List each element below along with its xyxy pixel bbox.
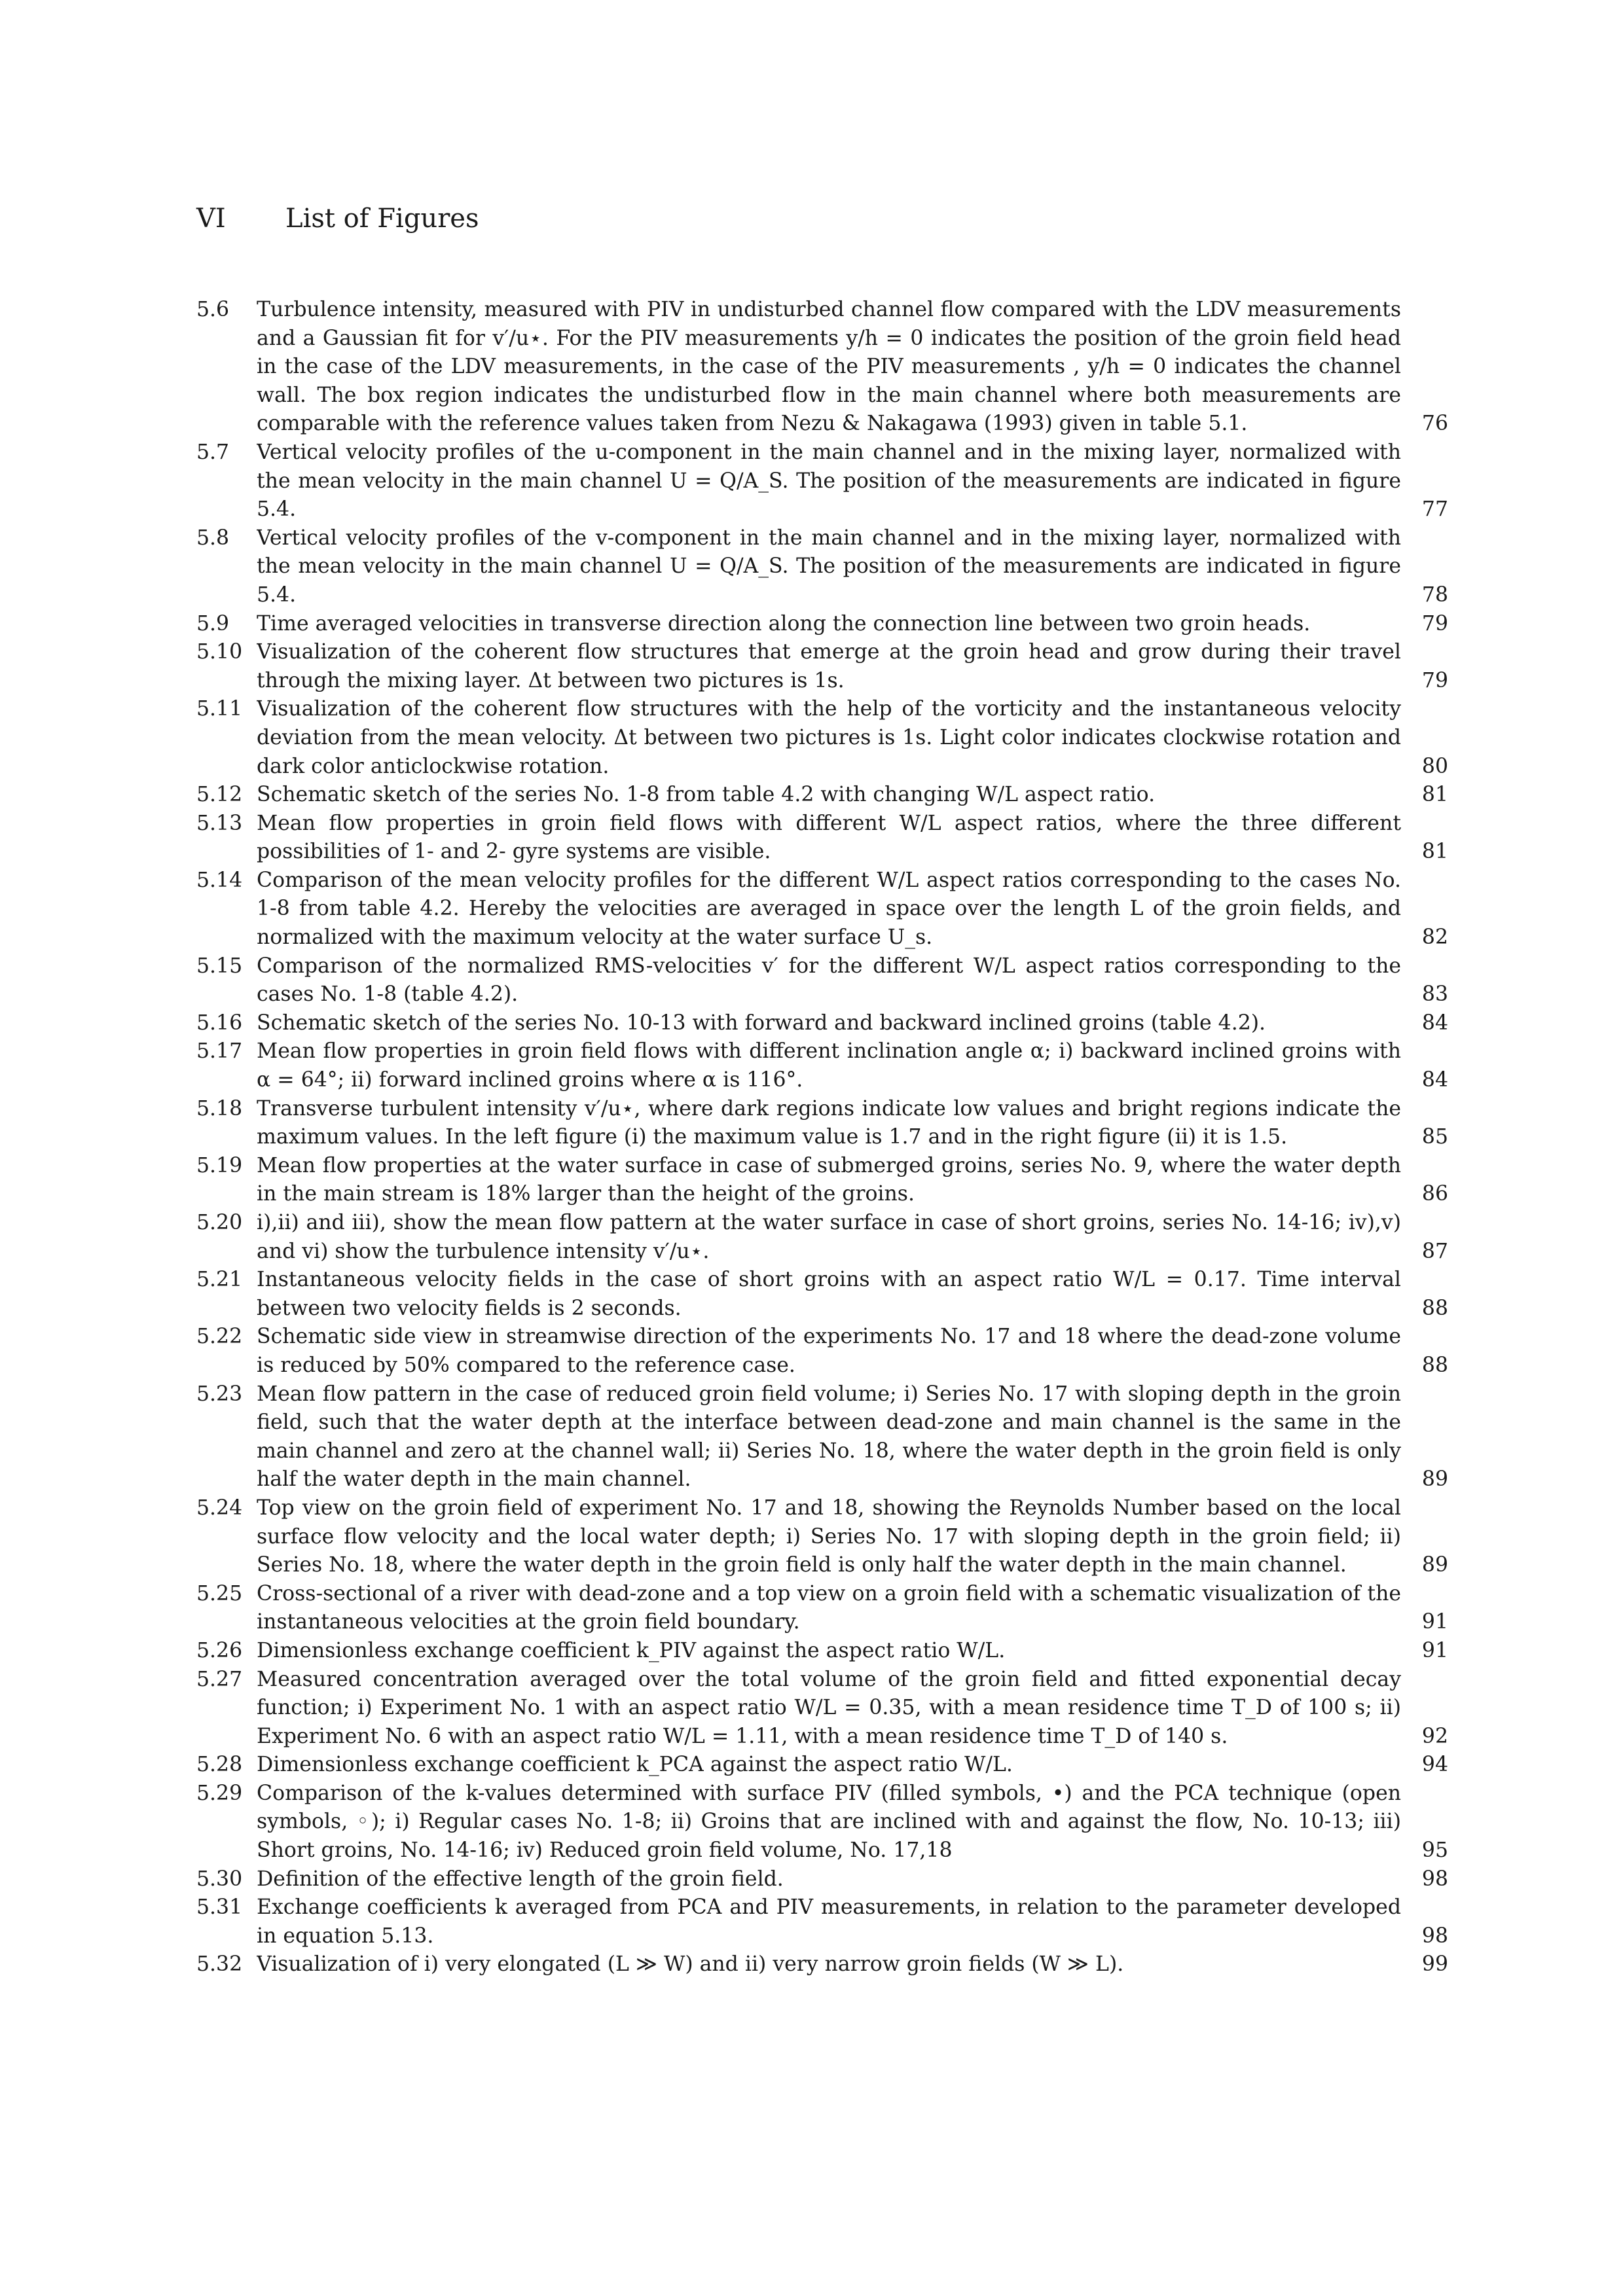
figure-number: 5.23 xyxy=(196,1382,243,1406)
page-reference: 82 xyxy=(1421,925,1448,950)
figure-number: 5.30 xyxy=(196,1867,243,1891)
figure-caption: Mean flow properties at the water surface in case of submerged groins, series No. 9, where the water depth in the main stream is 18% larger than the height of the groins. xyxy=(257,1153,1401,1206)
page-reference: 87 xyxy=(1421,1239,1448,1263)
figure-entry[interactable] xyxy=(196,1950,1448,1979)
page-reference: 88 xyxy=(1421,1353,1448,1377)
figure-caption: Visualization of the coherent flow structures with the help of the vorticity and the instantaneous velocity deviation from the mean velocity. Δt between two pictures is 1s. Light color indicates clockwise rotation and dark color anticlockwise rotation. xyxy=(257,697,1401,778)
figure-entry[interactable] xyxy=(196,1751,1448,1780)
figure-number: 5.16 xyxy=(196,1011,243,1035)
figure-entry[interactable] xyxy=(196,1037,1448,1094)
figure-entry[interactable] xyxy=(196,296,1448,439)
figure-number: 5.32 xyxy=(196,1952,243,1977)
figure-caption: Mean flow properties in groin field flows with different W/L aspect ratios, where the three different possibilities of 1- and 2- gyre systems are visible. xyxy=(257,811,1401,864)
figure-number: 5.27 xyxy=(196,1667,243,1691)
figure-entry[interactable] xyxy=(196,1009,1448,1038)
page-reference: 98 xyxy=(1421,1867,1448,1891)
figure-entry[interactable] xyxy=(196,1780,1448,1865)
page-reference: 77 xyxy=(1421,497,1448,522)
figure-entry[interactable] xyxy=(196,781,1448,810)
running-title: List of Figures xyxy=(285,204,479,234)
page-reference: 88 xyxy=(1421,1296,1448,1320)
page-reference: 92 xyxy=(1421,1724,1448,1748)
figure-number: 5.31 xyxy=(196,1895,243,1920)
figure-number: 5.21 xyxy=(196,1268,243,1292)
figure-number: 5.20 xyxy=(196,1211,243,1234)
figure-number: 5.6 xyxy=(196,298,230,321)
figure-number: 5.28 xyxy=(196,1753,243,1777)
figure-caption: Top view on the groin field of experiment No. 17 and 18, showing the Reynolds Number based on the local surface flow velocity and the local water depth; i) Series No. 17 with sloping depth in the groin field; ii) Series No. 18, where the water depth in the groin field is only half the water depth in the main channel. xyxy=(257,1496,1401,1577)
figure-entry[interactable] xyxy=(196,638,1448,695)
figure-caption: Dimensionless exchange coefficient k_PCA against the aspect ratio W/L. xyxy=(257,1753,1013,1777)
figure-caption: Turbulence intensity, measured with PIV in undisturbed channel flow compared with the LDV measurements and a Gaussian fit for v′/u⋆. For the PIV measurements y/h = 0 indicates the position of the groin field head in the case of the LDV measurements, in the case of the PIV measurements , y/h = 0 indicates the channel wall. The box region indicates the undisturbed flow in the main channel where both measurements are comparable with the reference values taken from Nezu & Nakagawa (1993) given in table 5.1. xyxy=(257,298,1401,436)
figure-number: 5.18 xyxy=(196,1096,243,1121)
figure-caption: Definition of the effective length of the groin field. xyxy=(257,1867,784,1891)
figure-caption: Schematic sketch of the series No. 1-8 from table 4.2 with changing W/L aspect ratio. xyxy=(257,783,1156,807)
figure-entry[interactable] xyxy=(196,952,1448,1009)
page-reference: 98 xyxy=(1421,1924,1448,1948)
figure-caption: Measured concentration averaged over the total volume of the groin field and fitted exponential decay function; i) Experiment No. 1 with an aspect ratio W/L = 0.35, with a mean residence time T_D of 100 s; ii) Experiment No. 6 with an aspect ratio W/L = 1.11, with a mean residence time T_D of 140 s. xyxy=(257,1667,1401,1748)
figure-caption: Comparison of the mean velocity profiles for the different W/L aspect ratios corresponding to the cases No. 1-8 from table 4.2. Hereby the velocities are averaged in space over the length L of the groin fields, and normalized with the maximum velocity at the water surface U_s. xyxy=(257,868,1401,950)
page-reference: 95 xyxy=(1421,1839,1448,1863)
figure-caption: Instantaneous velocity fields in the case of short groins with an aspect ratio W/L = 0.17. Time interval between two velocity fields is 2 seconds. xyxy=(257,1268,1401,1320)
page-reference: 76 xyxy=(1421,412,1448,436)
figure-entry[interactable] xyxy=(196,1152,1448,1209)
figure-entry[interactable] xyxy=(196,867,1448,952)
figure-caption: Vertical velocity profiles of the u-component in the main channel and in the mixing layer, normalized with the mean velocity in the main channel U = Q/A_S. The position of the measurements are indicated in figure 5.4. xyxy=(257,440,1401,522)
figure-entry[interactable] xyxy=(196,439,1448,524)
figure-caption: i),ii) and iii), show the mean flow pattern at the water surface in case of short groins, series No. 14-16; iv),v) and vi) show the turbulence intensity v′/u⋆. xyxy=(257,1211,1401,1263)
figure-number: 5.19 xyxy=(196,1153,243,1177)
page-reference: 79 xyxy=(1421,668,1448,692)
page-reference: 84 xyxy=(1421,1068,1448,1092)
figure-entry[interactable] xyxy=(196,810,1448,867)
figure-caption: Mean flow properties in groin field flows with different inclination angle α; i) backward inclined groins with α = 64°; ii) forward inclined groins where α is 116°. xyxy=(257,1039,1401,1092)
figure-caption: Time averaged velocities in transverse direction along the connection line between two groin heads. xyxy=(257,611,1311,636)
figure-number: 5.9 xyxy=(196,611,230,636)
page-number: VI xyxy=(196,204,226,234)
figure-entry[interactable] xyxy=(196,1637,1448,1666)
figure-entry[interactable] xyxy=(196,524,1448,610)
figure-caption: Visualization of i) very elongated (L ≫ W) and ii) very narrow groin fields (W ≫ L). xyxy=(257,1952,1124,1977)
figure-caption: Schematic sketch of the series No. 10-13 with forward and backward inclined groins (table 4.2). xyxy=(257,1011,1266,1035)
page-reference: 81 xyxy=(1421,840,1448,864)
figure-caption: Dimensionless exchange coefficient k_PIV against the aspect ratio W/L. xyxy=(257,1638,1006,1662)
figure-number: 5.8 xyxy=(196,526,230,550)
figure-entry[interactable] xyxy=(196,695,1448,781)
figure-number: 5.24 xyxy=(196,1496,243,1520)
figure-number: 5.15 xyxy=(196,954,243,978)
figure-number: 5.25 xyxy=(196,1581,243,1605)
page-reference: 85 xyxy=(1421,1125,1448,1149)
figure-number: 5.14 xyxy=(196,868,243,892)
figure-caption: Transverse turbulent intensity v′/u⋆, where dark regions indicate low values and bright regions indicate the maximum values. In the left figure (i) the maximum value is 1.7 and in the right figure (ii) it is 1.5. xyxy=(257,1096,1401,1149)
figure-entry[interactable] xyxy=(196,1380,1448,1494)
page-reference: 89 xyxy=(1421,1467,1448,1492)
figure-number: 5.12 xyxy=(196,783,243,807)
figure-number: 5.22 xyxy=(196,1325,243,1349)
page-reference: 79 xyxy=(1421,611,1448,636)
figure-number: 5.10 xyxy=(196,640,243,664)
page-reference: 89 xyxy=(1421,1553,1448,1577)
figure-number: 5.26 xyxy=(196,1638,243,1662)
figure-caption: Mean flow pattern in the case of reduced groin field volume; i) Series No. 17 with sloping depth in the groin field, such that the water depth at the interface between dead-zone and main channel is the same in the main channel and zero at the channel wall; ii) Series No. 18, where the water depth in the groin field is only half the water depth in the main channel. xyxy=(257,1382,1401,1492)
list-of-figures xyxy=(196,296,1448,1979)
figure-entry[interactable] xyxy=(196,1266,1448,1323)
figure-caption: Cross-sectional of a river with dead-zone and a top view on a groin field with a schematic visualization of the instantaneous velocities at the groin field boundary. xyxy=(257,1581,1401,1634)
page-reference: 80 xyxy=(1421,754,1448,778)
page-reference: 99 xyxy=(1421,1952,1448,1977)
figure-entry[interactable] xyxy=(196,1666,1448,1751)
figure-entry[interactable] xyxy=(196,1580,1448,1637)
figure-caption: Exchange coefficients k averaged from PCA and PIV measurements, in relation to the parameter developed in equation 5.13. xyxy=(257,1895,1401,1948)
page-reference: 84 xyxy=(1421,1011,1448,1035)
figure-caption: Vertical velocity profiles of the v-component in the main channel and in the mixing layer, normalized with the mean velocity in the main channel U = Q/A_S. The position of the measurements are indicated in figure 5.4. xyxy=(257,526,1401,607)
figure-caption: Schematic side view in streamwise direction of the experiments No. 17 and 18 where the dead-zone volume is reduced by 50% compared to the reference case. xyxy=(257,1325,1401,1377)
figure-number: 5.17 xyxy=(196,1039,243,1064)
figure-entry[interactable] xyxy=(196,1095,1448,1152)
figure-entry[interactable] xyxy=(196,1893,1448,1950)
figure-entry[interactable] xyxy=(196,1865,1448,1894)
figure-number: 5.13 xyxy=(196,811,243,835)
figure-number: 5.29 xyxy=(196,1781,243,1805)
page-reference: 91 xyxy=(1421,1638,1448,1662)
page-header xyxy=(196,203,479,234)
figure-caption: Comparison of the normalized RMS-velocities v′ for the different W/L aspect ratios corresponding to the cases No. 1-8 (table 4.2). xyxy=(257,954,1401,1007)
page-reference: 86 xyxy=(1421,1182,1448,1206)
page-reference: 83 xyxy=(1421,982,1448,1007)
figure-caption: Visualization of the coherent flow structures that emerge at the groin head and grow during their travel through the mixing layer. Δt between two pictures is 1s. xyxy=(257,640,1401,692)
page-reference: 81 xyxy=(1421,783,1448,807)
figure-number: 5.7 xyxy=(196,440,230,464)
figure-entry[interactable] xyxy=(196,1323,1448,1380)
figure-number: 5.11 xyxy=(196,697,243,721)
page-reference: 94 xyxy=(1421,1753,1448,1777)
page-reference: 78 xyxy=(1421,583,1448,607)
page-reference: 91 xyxy=(1421,1610,1448,1634)
figure-caption: Comparison of the k-values determined with surface PIV (filled symbols, •) and the PCA technique (open symbols, ◦); i) Regular cases No. 1-8; ii) Groins that are inclined with and against the flow, No. 10-13; iii) Short groins, No. 14-16; iv) Reduced groin field volume, No. 17,18 xyxy=(257,1781,1401,1863)
figure-entry[interactable] xyxy=(196,1209,1448,1266)
figure-entry[interactable] xyxy=(196,1494,1448,1580)
figure-entry[interactable] xyxy=(196,610,1448,639)
